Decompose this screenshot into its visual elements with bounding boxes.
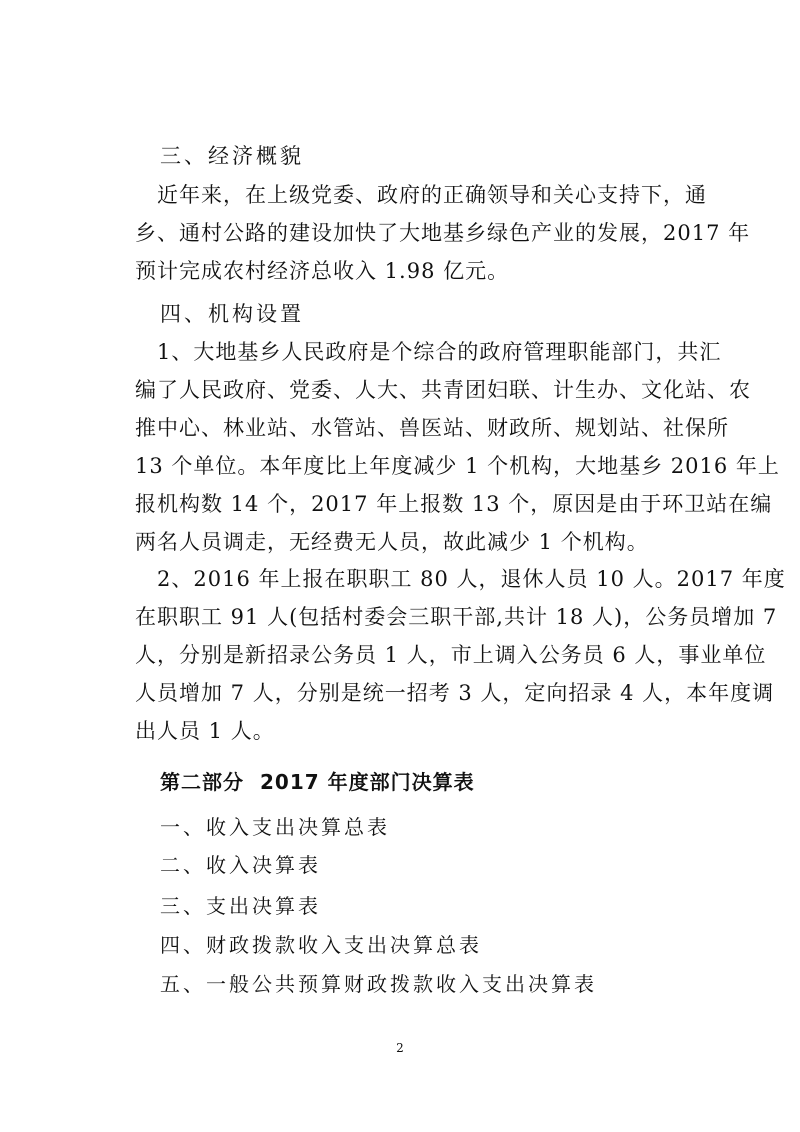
paragraph-line: 编了人民政府、党委、人大、共青团妇联、计生办、文化站、农 [135,378,751,402]
organization-paragraph-2 [135,560,786,750]
paragraph-line: 人员增加 7 人，分别是统一招考 3 人，定向招录 4 人，本年度调 [135,681,775,705]
paragraph-line: 13 个单位。本年度比上年度减少 1 个机构，大地基乡 2016 年上 [135,454,780,478]
paragraph-line: 报机构数 14 个，2017 年上报数 13 个，原因是由于环卫站在编 [135,492,773,516]
section-heading-organization: 四、机构设置 [160,302,304,326]
paragraph-line: 两名人员调走，无经费无人员，故此减少 1 个机构。 [135,530,649,554]
page-number: 2 [396,1041,404,1055]
organization-paragraph-1 [135,333,780,561]
paragraph-line: 人，分别是新招录公务员 1 人，市上调入公务员 6 人，事业单位 [135,643,767,667]
paragraph-line: 2、2016 年上报在职职工 80 人，退休人员 10 人。2017 年度 [135,567,786,591]
table-list-item: 三、支出决算表 [160,894,321,918]
paragraph-line: 乡、通村公路的建设加快了大地基乡绿色产业的发展，2017 年 [135,221,751,245]
table-list-item: 二、收入决算表 [160,853,321,877]
paragraph-line: 预计完成农村经济总收入 1.98 亿元。 [135,259,510,283]
paragraph-line: 推中心、林业站、水管站、兽医站、财政所、规划站、社保所 [135,416,729,440]
paragraph-line: 出人员 1 人。 [135,719,275,743]
paragraph-line: 近年来，在上级党委、政府的正确领导和关心支持下，通 [135,183,707,207]
paragraph-line: 在职职工 91 人(包括村委会三职干部,共计 18 人)，公务员增加 7 [135,605,778,629]
economy-paragraph [135,176,751,290]
part-two-heading [160,763,475,801]
section-heading-economy: 三、经济概貌 [160,144,304,168]
part-two-title: 2017 年度部门决算表 [260,770,475,794]
table-list-item: 五、一般公共预算财政拨款收入支出决算表 [160,972,597,996]
table-list-item: 四、财政拨款收入支出决算总表 [160,933,482,957]
paragraph-line: 1、大地基乡人民政府是个综合的政府管理职能部门，共汇 [135,340,722,364]
part-two-label: 第二部分 [160,770,244,794]
table-list-item: 一、收入支出决算总表 [160,815,390,839]
